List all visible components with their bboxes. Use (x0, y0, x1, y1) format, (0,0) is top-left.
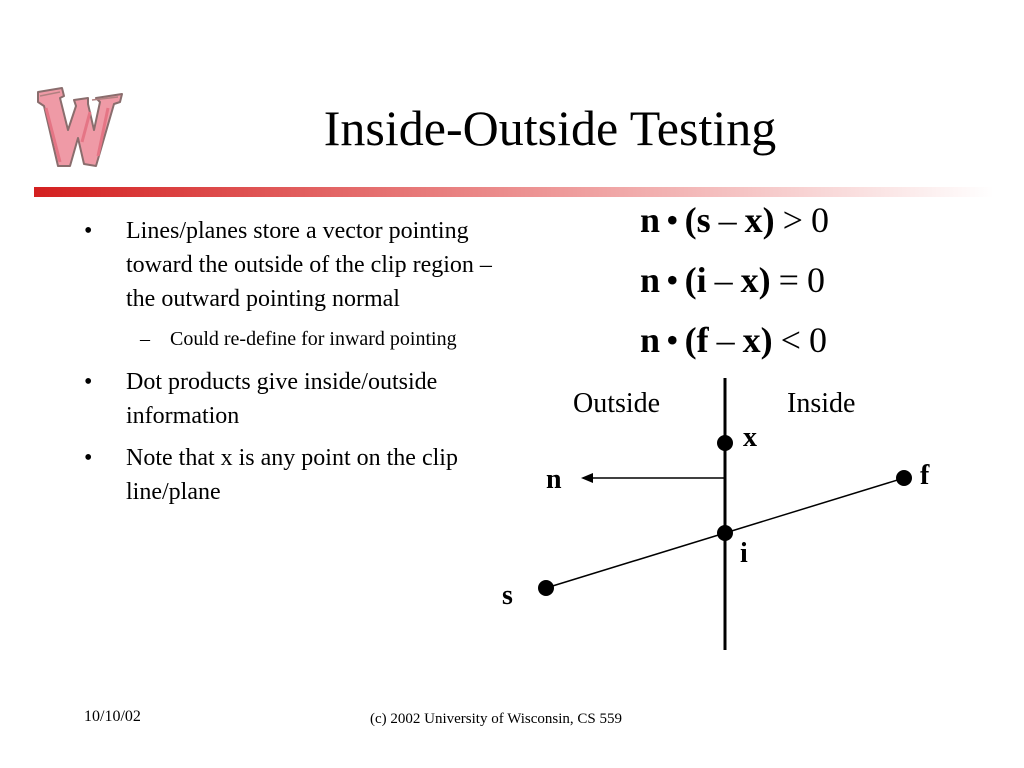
eq-point: f (696, 320, 709, 360)
eq-rhs: 0 (806, 260, 825, 300)
point-x-label: x (743, 422, 757, 453)
sub-bullet-text: Could re-define for inward pointing (170, 328, 457, 350)
bullet-marker: • (84, 445, 93, 471)
wisconsin-w-logo-icon (30, 82, 130, 174)
eq-normal: n (640, 200, 661, 240)
sub-bullet-item (84, 324, 504, 355)
slide-title: Inside-Outside Testing (323, 100, 777, 156)
clip-diagram-lines (490, 370, 950, 660)
footer-date: 10/10/02 (84, 708, 141, 725)
bullet-marker: • (84, 218, 93, 244)
eq-minus: – (718, 200, 737, 240)
eq-close-paren: ) (758, 260, 771, 300)
eq-ref-point: x (740, 260, 759, 300)
eq-relation: < (780, 320, 801, 360)
eq-rhs: 0 (808, 320, 827, 360)
clip-diagram (490, 370, 950, 660)
eq-point: i (696, 260, 707, 300)
bullet-item (84, 365, 504, 433)
point-x-marker (717, 435, 733, 451)
bullet-item (84, 214, 504, 316)
eq-relation: = (778, 260, 799, 300)
point-f-marker (896, 470, 912, 486)
bullet-text: Note that x is any point on the clip line/plane (126, 445, 458, 505)
point-i-label: i (740, 538, 748, 569)
eq-normal: n (640, 260, 661, 300)
bullet-marker: • (84, 369, 93, 395)
title-divider (34, 187, 994, 197)
eq-point: s (696, 200, 711, 240)
eq-normal: n (640, 320, 661, 360)
point-s-label: s (502, 580, 513, 611)
equation-on-line (640, 260, 825, 300)
normal-n-label: n (546, 464, 562, 495)
eq-ref-point: x (744, 200, 763, 240)
bullet-list (84, 214, 504, 517)
point-f-label: f (920, 460, 930, 491)
eq-ref-point: x (742, 320, 761, 360)
eq-dot-operator: • (666, 200, 679, 240)
equation-inside (640, 320, 827, 360)
eq-open-paren: ( (684, 260, 697, 300)
eq-minus: – (714, 260, 733, 300)
eq-close-paren: ) (762, 200, 775, 240)
bullet-text: Lines/planes store a vector pointing toward the outside of the clip region – the outward pointing normal (126, 218, 492, 312)
eq-rhs: 0 (810, 200, 829, 240)
inside-label: Inside (787, 388, 856, 419)
eq-dot-operator: • (666, 320, 679, 360)
eq-dot-operator: • (666, 260, 679, 300)
eq-open-paren: ( (684, 320, 697, 360)
eq-close-paren: ) (760, 320, 773, 360)
bullet-text: Dot products give inside/outside information (126, 369, 438, 429)
bullet-item (84, 441, 504, 509)
footer-copyright: (c) 2002 University of Wisconsin, CS 559 (370, 711, 623, 727)
outside-label: Outside (573, 388, 661, 419)
sub-bullet-marker: – (140, 328, 150, 350)
eq-open-paren: ( (684, 200, 697, 240)
point-i-marker (717, 525, 733, 541)
point-s-marker (538, 580, 554, 596)
eq-relation: > (782, 200, 803, 240)
eq-minus: – (716, 320, 735, 360)
equation-outside (640, 200, 829, 240)
